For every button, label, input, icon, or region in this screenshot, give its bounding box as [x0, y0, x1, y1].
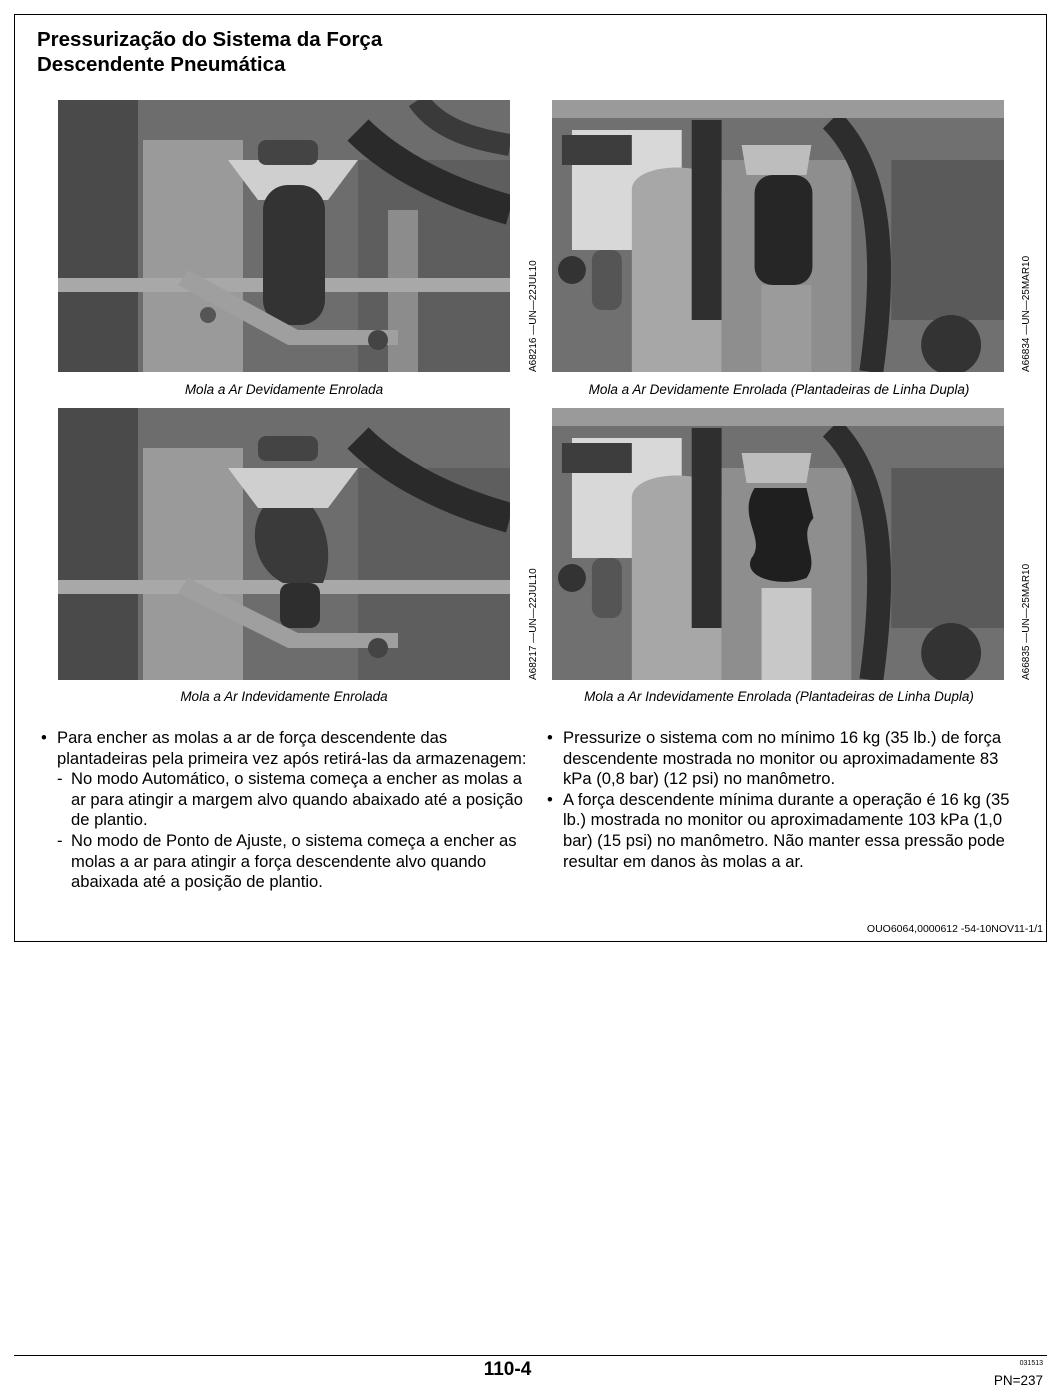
dash-marker: - — [57, 830, 63, 850]
list-item — [546, 790, 1026, 872]
sub-list-item-text: No modo de Ponto de Ajuste, o sistema começa a encher as molas a ar para atingir a força descendente alvo quando abaixada até a posição de plantio. — [71, 830, 517, 892]
sub-list-item — [40, 831, 530, 893]
dash-marker: - — [57, 769, 63, 789]
page-title — [37, 27, 382, 77]
photo-caption: Mola a Ar Indevidamente Enrolada (Plantadeiras de Linha Dupla) — [584, 689, 974, 704]
photo-air-spring-properly-rolled — [58, 100, 510, 372]
instructions-left-column — [40, 728, 530, 893]
photo-air-spring-properly-rolled-twin-row — [552, 100, 1004, 372]
page-title-line-2: Descendente Pneumática — [37, 53, 286, 76]
photo-code: A66834 —UN—25MAR10 — [1021, 255, 1032, 372]
list-item-text: Para encher as molas a ar de força descendente das plantadeiras pela primeira vez após retirá-las da armazenagem: — [57, 728, 527, 768]
list-item-text: A força descendente mínima durante a operação é 16 kg (35 lb.) mostrada no monitor ou aproximadamente 103 kPa (1,0 bar) (15 psi) no manômetro. Não manter essa pressão pode resultar em danos às molas a ar. — [563, 789, 1010, 871]
page-number: 110-4 — [483, 1359, 532, 1380]
photo-code: A66835 —UN—25MAR10 — [1021, 563, 1032, 680]
photo-caption: Mola a Ar Devidamente Enrolada — [184, 382, 384, 397]
photo-caption: Mola a Ar Devidamente Enrolada (Plantadeiras de Linha Dupla) — [588, 382, 970, 397]
footer-divider — [14, 1355, 1047, 1356]
bullet-marker: • — [547, 728, 553, 747]
bullet-marker: • — [547, 789, 553, 809]
photo-code: A68216 —UN—22JUL10 — [528, 260, 539, 372]
list-item-text: Pressurize o sistema com no mínimo 16 kg (35 lb.) de força descendente mostrada no monitor ou aproximadamente 83 kPa (0,8 bar) (12 psi) no manômetro. — [563, 728, 1002, 789]
document-code: 031513 — [1019, 1360, 1043, 1367]
list-item — [40, 728, 530, 769]
sub-list-item-text: No modo Automático, o sistema começa a encher as molas a ar para atingir a margem alvo quando abaixado até a posição de plantio. — [71, 769, 524, 830]
section-reference-code: OUO6064,0000612 -54-10NOV11-1/1 — [866, 923, 1043, 935]
instructions-right-column — [546, 728, 1026, 872]
photo-caption: Mola a Ar Indevidamente Enrolada — [180, 689, 388, 704]
photo-air-spring-improperly-rolled-twin-row — [552, 408, 1004, 680]
page-index: PN=237 — [993, 1373, 1043, 1388]
photo-code: A68217 —UN—22JUL10 — [528, 568, 539, 680]
photo-air-spring-improperly-rolled — [58, 408, 510, 680]
list-item — [546, 728, 1026, 790]
sub-list-item — [40, 769, 530, 831]
bullet-marker: • — [41, 728, 47, 747]
page-title-line-1: Pressurização do Sistema da Força — [37, 28, 383, 51]
